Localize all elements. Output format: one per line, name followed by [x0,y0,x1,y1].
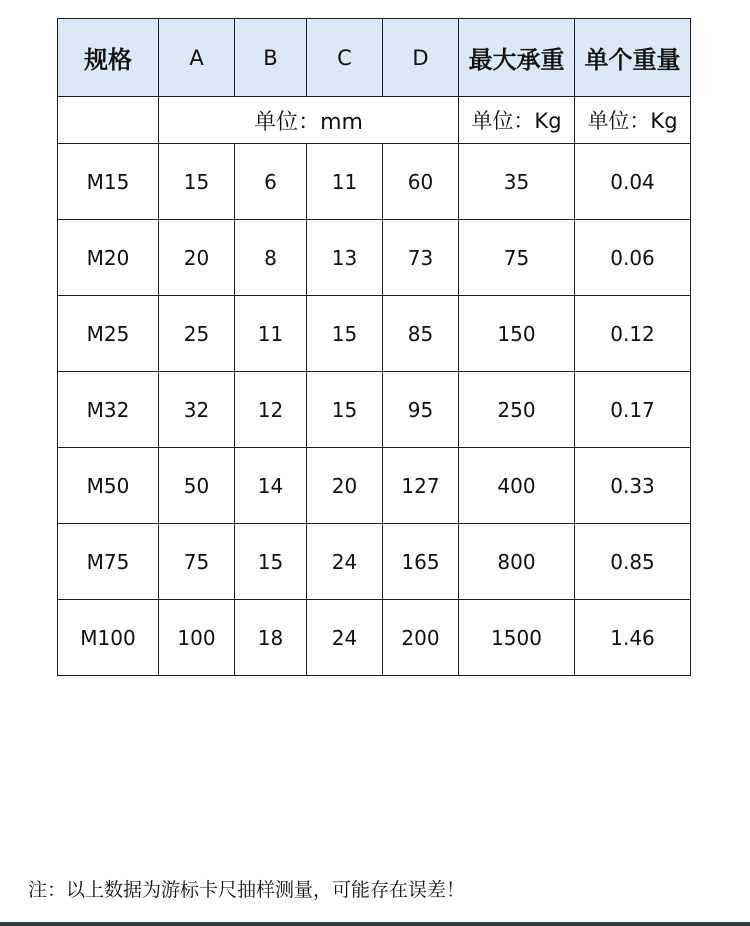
cell-d: 200 [383,600,459,676]
cell-a: 15 [159,144,235,220]
cell-c: 15 [307,372,383,448]
unit-dimensions: 单位：mm [159,97,459,144]
cell-unit-weight: 0.12 [575,296,691,372]
cell-spec: M75 [58,524,159,600]
cell-d: 60 [383,144,459,220]
cell-a: 75 [159,524,235,600]
cell-a: 32 [159,372,235,448]
cell-unit-weight: 1.46 [575,600,691,676]
cell-d: 165 [383,524,459,600]
table-row [58,524,691,600]
cell-spec: M25 [58,296,159,372]
header-b: B [235,19,307,97]
cell-a: 100 [159,600,235,676]
header-unit-weight: 单个重量 [575,19,691,97]
cell-b: 6 [235,144,307,220]
measurement-note: 注：以上数据为游标卡尺抽样测量，可能存在误差！ [28,879,466,901]
cell-spec: M100 [58,600,159,676]
cell-spec: M50 [58,448,159,524]
cell-max-load: 1500 [459,600,575,676]
cell-b: 15 [235,524,307,600]
cell-a: 20 [159,220,235,296]
cell-unit-weight: 0.17 [575,372,691,448]
table-row [58,600,691,676]
table-row [58,220,691,296]
header-spec: 规格 [58,19,159,97]
cell-d: 95 [383,372,459,448]
cell-b: 8 [235,220,307,296]
table-row [58,144,691,220]
cell-c: 15 [307,296,383,372]
cell-max-load: 35 [459,144,575,220]
cell-c: 24 [307,600,383,676]
cell-max-load: 150 [459,296,575,372]
table-row [58,372,691,448]
cell-max-load: 800 [459,524,575,600]
cell-unit-weight: 0.33 [575,448,691,524]
unit-row [58,97,691,144]
cell-c: 13 [307,220,383,296]
cell-b: 12 [235,372,307,448]
cell-d: 73 [383,220,459,296]
header-c: C [307,19,383,97]
cell-max-load: 250 [459,372,575,448]
cell-b: 18 [235,600,307,676]
cell-max-load: 400 [459,448,575,524]
cell-a: 50 [159,448,235,524]
cell-d: 127 [383,448,459,524]
cell-a: 25 [159,296,235,372]
unit-unit-weight: 单位：Kg [575,97,691,144]
header-a: A [159,19,235,97]
header-d: D [383,19,459,97]
table-row [58,448,691,524]
bottom-divider [0,922,750,926]
cell-b: 11 [235,296,307,372]
cell-spec: M15 [58,144,159,220]
cell-spec: M32 [58,372,159,448]
cell-d: 85 [383,296,459,372]
cell-unit-weight: 0.06 [575,220,691,296]
header-max-load: 最大承重 [459,19,575,97]
cell-spec: M20 [58,220,159,296]
cell-c: 11 [307,144,383,220]
cell-unit-weight: 0.85 [575,524,691,600]
cell-c: 24 [307,524,383,600]
data-body [58,144,691,676]
cell-c: 20 [307,448,383,524]
spec-table [57,18,691,676]
table-row [58,296,691,372]
header-row [58,19,691,97]
unit-max-load: 单位：Kg [459,97,575,144]
cell-b: 14 [235,448,307,524]
unit-empty-cell [58,97,159,144]
cell-max-load: 75 [459,220,575,296]
cell-unit-weight: 0.04 [575,144,691,220]
